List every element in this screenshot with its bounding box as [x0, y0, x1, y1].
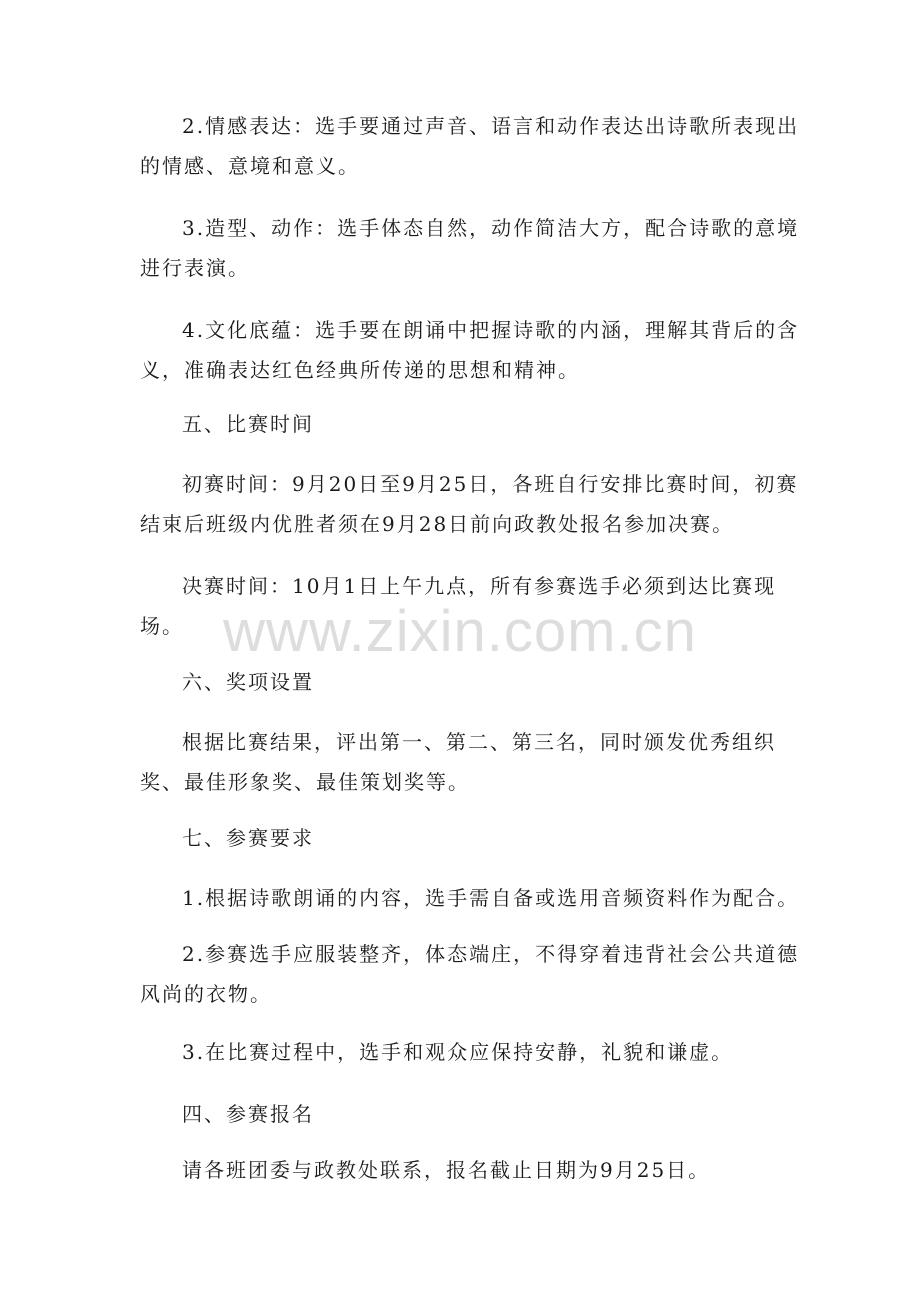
paragraph-registration: 请各班团委与政教处联系，报名截止日期为9月25日。	[182, 1158, 711, 1182]
section-heading-competition-time: 五、比赛时间	[182, 412, 314, 436]
paragraph-requirement-2: 2.参赛选手应服装整齐，体态端庄，不得穿着违背社会公共道德风尚的衣物。	[140, 942, 800, 1006]
section-heading-requirements: 七、参赛要求	[182, 826, 314, 850]
paragraph-requirement-1: 1.根据诗歌朗诵的内容，选手需自备或选用音频资料作为配合。	[182, 886, 800, 910]
paragraph-pose-action: 3.造型、动作：选手体态自然，动作简洁大方，配合诗歌的意境进行表演。	[140, 216, 800, 280]
paragraph-cultural-depth: 4.文化底蕴：选手要在朗诵中把握诗歌的内涵，理解其背后的含义，准确表达红色经典所传递的思想和精神。	[140, 318, 800, 382]
section-heading-awards: 六、奖项设置	[182, 670, 314, 694]
paragraph-requirement-3: 3.在比赛过程中，选手和观众应保持安静，礼貌和谦虚。	[182, 1040, 734, 1064]
section-heading-registration: 四、参赛报名	[182, 1102, 314, 1126]
paragraph-emotion-expression: 2.情感表达：选手要通过声音、语言和动作表达出诗歌所表现出的情感、意境和意义。	[140, 114, 800, 178]
watermark: www.zixin.com.cn	[223, 599, 697, 664]
paragraph-awards: 根据比赛结果，评出第一、第二、第三名，同时颁发优秀组织奖、最佳形象奖、最佳策划奖等。	[140, 730, 776, 794]
paragraph-final-time: 决赛时间：10月1日上午九点，所有参赛选手必须到达比赛现场。	[140, 574, 777, 638]
paragraph-preliminary-time: 初赛时间：9月20日至9月25日，各班自行安排比赛时间，初赛结束后班级内优胜者须在9月28日前向政教处报名参加决赛。	[140, 472, 799, 536]
